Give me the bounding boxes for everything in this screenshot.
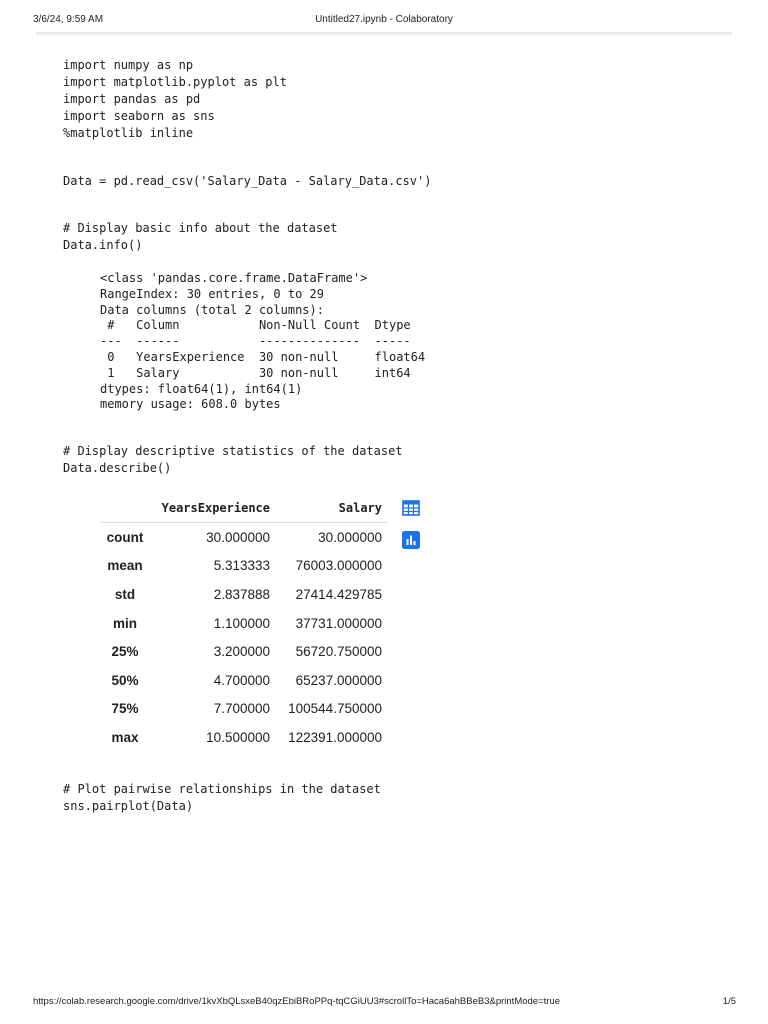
code-cell-describe[interactable] <box>63 443 403 477</box>
code-line: Data.describe() <box>63 461 172 475</box>
output-line: RangeIndex: 30 entries, 0 to 29 <box>100 286 324 301</box>
output-line: --- ------ -------------- ----- <box>100 334 426 349</box>
years-cell: 30.000000 <box>206 529 270 545</box>
table-row <box>101 695 388 724</box>
table-row <box>101 580 388 609</box>
row-label: std <box>114 586 136 602</box>
years-cell: 2.837888 <box>213 586 270 602</box>
output-line: # Column Non-Null Count Dtype <box>100 318 426 333</box>
print-datetime: 3/6/24, 9:59 AM <box>33 14 104 25</box>
code-cell-read-csv[interactable] <box>63 173 431 190</box>
salary-cell: 27414.429785 <box>295 586 382 602</box>
salary-cell: 37731.000000 <box>295 615 382 631</box>
table-header-row <box>101 494 388 523</box>
output-line: <class 'pandas.core.frame.DataFrame'> <box>100 271 368 285</box>
years-cell: 1.100000 <box>213 615 270 631</box>
code-cell-pairplot[interactable] <box>63 781 381 815</box>
row-label: 25% <box>111 644 139 660</box>
row-label: 50% <box>111 672 139 688</box>
row-label: 75% <box>111 701 139 717</box>
column-header: YearsExperience <box>149 494 270 523</box>
page-url: https://colab.research.google.com/drive/1kvXbQLsxeB40qzEbiBRoPPq-tqCGiUU3#scrollTo=Haca6ahBBeB3&printMode=true <box>33 996 560 1007</box>
years-cell: 10.500000 <box>206 729 270 745</box>
row-label: min <box>112 615 137 631</box>
output-line: memory usage: 608.0 bytes <box>100 397 281 412</box>
code-line: %matplotlib inline <box>63 126 194 140</box>
output-line: Data columns (total 2 columns): <box>100 302 324 317</box>
table-row <box>101 552 388 581</box>
code-line: import matplotlib.pyplot as plt <box>63 75 287 89</box>
row-label: max <box>111 729 139 745</box>
column-header: Salary <box>270 494 388 523</box>
salary-cell: 100544.750000 <box>288 701 382 717</box>
table-row <box>101 666 388 695</box>
page-number: 1/5 <box>722 996 736 1007</box>
salary-cell: 30.000000 <box>318 529 382 545</box>
output-line: dtypes: float64(1), int64(1) <box>100 381 303 396</box>
table-row <box>101 723 388 752</box>
code-line: import pandas as pd <box>63 92 201 106</box>
code-line: import numpy as np <box>63 58 194 72</box>
info-output <box>100 271 425 413</box>
code-line: sns.pairplot(Data) <box>63 799 194 813</box>
row-label: count <box>106 529 144 545</box>
table-icon[interactable] <box>402 499 420 517</box>
code-line: # Plot pairwise relationships in the dataset <box>63 782 381 796</box>
code-cell-imports[interactable] <box>63 57 287 142</box>
code-line: Data.info() <box>63 238 143 252</box>
code-line: import seaborn as sns <box>63 109 215 123</box>
years-cell: 5.313333 <box>213 558 270 574</box>
table-row <box>101 523 388 552</box>
row-label: mean <box>107 558 143 574</box>
header-divider <box>36 32 732 36</box>
output-line: 1 Salary 30 non-null int64 <box>100 365 426 380</box>
salary-cell: 122391.000000 <box>288 729 382 745</box>
bar-chart-icon[interactable] <box>402 531 420 549</box>
page-title: Untitled27.ipynb - Colaboratory <box>315 14 453 25</box>
describe-table <box>101 494 388 752</box>
code-cell-info[interactable] <box>63 220 338 254</box>
salary-cell: 76003.000000 <box>295 558 382 574</box>
code-line: # Display descriptive statistics of the dataset <box>63 444 403 458</box>
years-cell: 4.700000 <box>213 672 270 688</box>
code-line: Data = pd.read_csv('Salary_Data - Salary_Data.csv') <box>63 174 432 188</box>
salary-cell: 65237.000000 <box>295 672 382 688</box>
code-line: # Display basic info about the dataset <box>63 221 338 235</box>
output-line: 0 YearsExperience 30 non-null float64 <box>100 349 426 364</box>
index-header <box>101 494 149 523</box>
table-row <box>101 637 388 666</box>
table-row <box>101 609 388 638</box>
salary-cell: 56720.750000 <box>295 644 382 660</box>
years-cell: 7.700000 <box>213 701 270 717</box>
years-cell: 3.200000 <box>213 644 270 660</box>
